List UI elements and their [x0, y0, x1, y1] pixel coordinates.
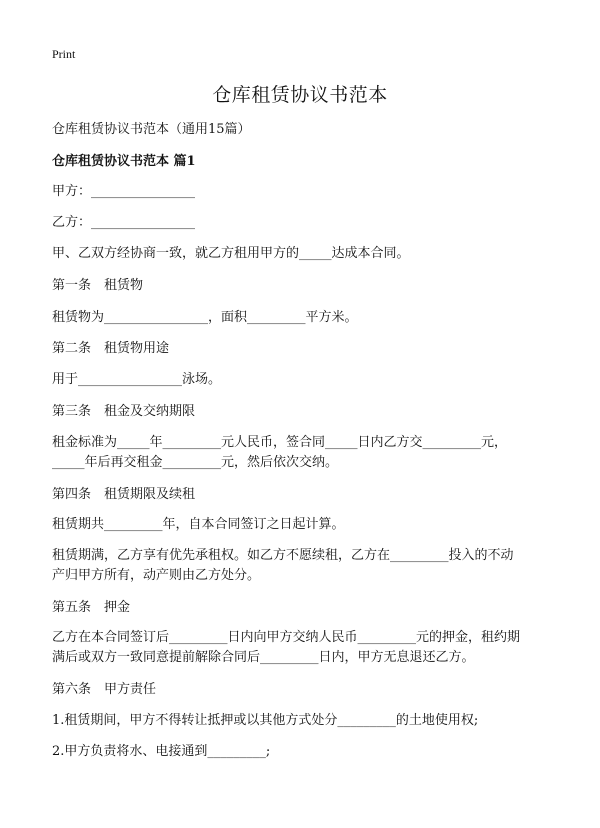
article-5-text-line-1: 乙方在本合同签订后_________日内向甲方交纳人民币_________元的押金，租约期 [52, 630, 521, 645]
party-b-line: 乙方：________________ [52, 215, 196, 230]
subtitle: 仓库租赁协议书范本（通用15篇） [52, 122, 251, 137]
print-link[interactable]: Print [52, 47, 76, 61]
article-4-text: 租赁期共_________年，自本合同签订之日起计算。 [52, 517, 345, 532]
article-3-text-line-2: _____年后再交租金_________元，然后依次交纳。 [52, 455, 339, 470]
article-5-text-line-2: 满后或双方一致同意提前解除合同后_________日内，甲方无息退还乙方。 [52, 650, 475, 665]
article-3-heading: 第三条 租金及交纳期限 [52, 404, 196, 419]
article-2-text: 用于________________泳场。 [52, 372, 222, 387]
article-6-item-2: 2.甲方负责将水、电接通到_________; [52, 744, 271, 759]
page-title: 仓库租赁协议书范本 [212, 84, 388, 106]
intro-paragraph: 甲、乙双方经协商一致，就乙方租用甲方的_____达成本合同。 [52, 246, 410, 261]
article-4-renewal-line-1: 租赁期满，乙方享有优先承租权。如乙方不愿续租，乙方在_________投入的不动 [52, 548, 514, 563]
article-2-heading: 第二条 租赁物用途 [52, 341, 170, 356]
party-a-line: 甲方：________________ [52, 184, 196, 199]
section-heading: 仓库租赁协议书范本 篇1 [52, 154, 196, 169]
article-1-text: 租赁物为________________，面积_________平方米。 [52, 310, 358, 325]
article-4-renewal-line-2: 产归甲方所有，动产则由乙方处分。 [52, 568, 261, 583]
article-6-item-1: 1.租赁期间，甲方不得转让抵押或以其他方式处分_________的土地使用权; [52, 713, 479, 728]
article-5-heading: 第五条 押金 [52, 600, 131, 615]
article-3-text-line-1: 租金标准为_____年_________元人民币，签合同_____日内乙方交_________元， [52, 435, 508, 450]
article-4-heading: 第四条 租赁期限及续租 [52, 487, 196, 502]
article-6-heading: 第六条 甲方责任 [52, 682, 157, 697]
article-1-heading: 第一条 租赁物 [52, 278, 144, 293]
